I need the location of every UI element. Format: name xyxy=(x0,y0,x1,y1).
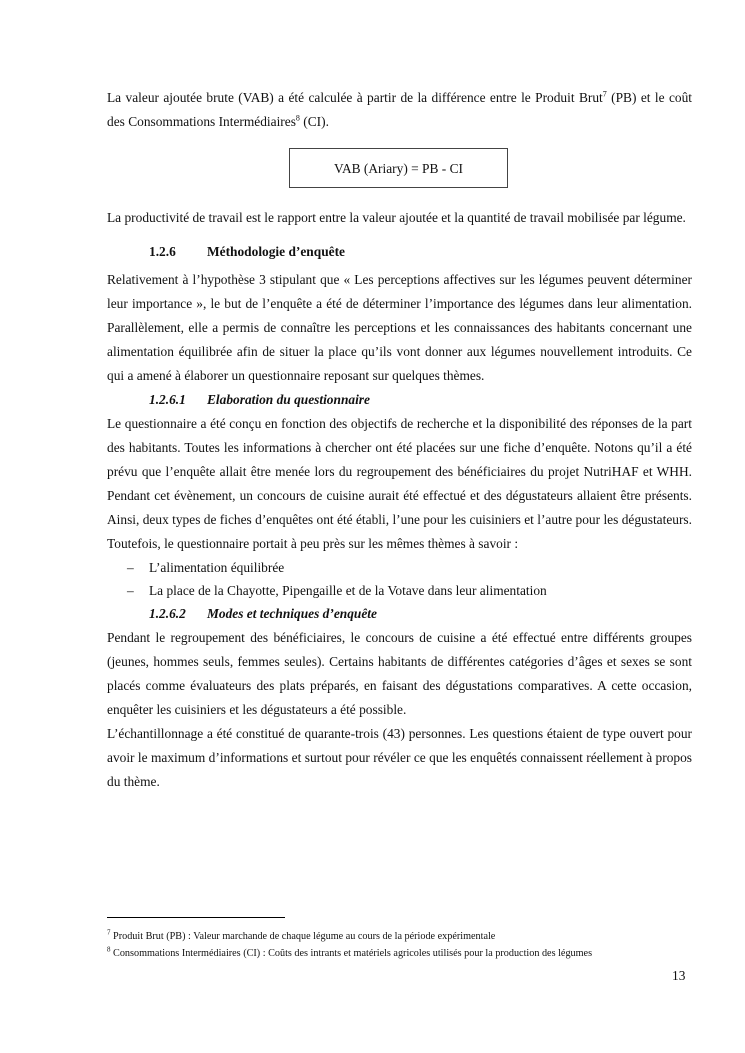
section-title: Elaboration du questionnaire xyxy=(207,392,370,407)
section-heading-1-2-6-1 xyxy=(107,388,692,412)
section-number: 1.2.6.1 xyxy=(149,392,186,407)
dash-bullet: – xyxy=(127,583,134,598)
page-body xyxy=(107,86,692,794)
section-number: 1.2.6 xyxy=(149,244,176,259)
footnote-7: $^7$ Produit Brut (PB) : Valeur marchande de chaque légume au cours de la période expérimentale xyxy=(107,928,496,942)
page-number: 13 xyxy=(672,968,686,983)
vab-definition-paragraph: La valeur ajoutée brute (VAB) a été calculée à partir de la différence entre le Produit Brut$^7$ (PB) et le coût des Consommations Intermédiaires$^8$ (CI). xyxy=(107,89,692,129)
section-title: Méthodologie d’enquête xyxy=(207,244,345,259)
section-heading-1-2-6 xyxy=(107,240,692,264)
sampling-paragraph: L’échantillonnage a été constitué de quarante-trois (43) personnes. Les questions étaient de type ouvert pour avoir le maximum d’informations et surtout pour révéler ce que les enquêtés connaissent réellement à propos du thème. xyxy=(107,726,692,789)
section-heading-1-2-6-2 xyxy=(107,602,692,626)
dash-bullet: – xyxy=(127,560,134,575)
productivity-paragraph: La productivité de travail est le rapport entre la valeur ajoutée et la quantité de travail mobilisée par légume. xyxy=(107,210,686,225)
themes-list xyxy=(107,556,692,602)
footnote-ref-7[interactable]: 7 xyxy=(602,89,607,99)
list-item: – La place de la Chayotte, Pipengaille et de la Votave dans leur alimentation xyxy=(107,579,692,602)
formula-container xyxy=(107,134,692,206)
survey-modes-paragraph: Pendant le regroupement des bénéficiaires, le concours de cuisine a été effectué entre différents groupes (jeunes, hommes seuls, femmes seules). Certains habitants de différentes catégories d’âges et sexes se sont placés comme évaluateurs des plats préparés, en faisant des dégustations comparatives. A cette occasion, enquêter les cuisiniers et les dégustateurs a été possible. xyxy=(107,630,692,717)
section-number: 1.2.6.2 xyxy=(149,606,186,621)
section-title: Modes et techniques d’enquête xyxy=(207,606,377,621)
footnote-8: $^8$ Consommations Intermédiaires (CI) : Coûts des intrants et matériels agricoles utilisés pour la production des légumes xyxy=(107,945,593,959)
questionnaire-paragraph: Le questionnaire a été conçu en fonction des objectifs de recherche et la disponibilité des réponses de la part des habitants. Toutes les informations à chercher ont été placées sur une fiche d’enquête. Notons qu’il a été prévu que l’enquête allait être menée lors du regroupement des bénéficiaires du projet NutriHAF et WHH. Pendant cet évènement, un concours de cuisine aurait été effectué et des dégustateurs allaient être présents. Ainsi, deux types de fiches d’enquêtes ont été établi, l’une pour les cuisiniers et l’autre pour les dégustateurs. Toutefois, le questionnaire portait à peu près sur les mêmes thèmes à savoir : xyxy=(107,416,692,551)
vab-formula-box: VAB (Ariary) = PB - CI xyxy=(289,148,508,188)
footnote-separator xyxy=(107,917,285,918)
footnote-ref-8[interactable]: 8 xyxy=(295,113,300,123)
list-item: – L’alimentation équilibrée xyxy=(107,556,692,579)
footnotes xyxy=(107,928,697,962)
methodology-paragraph: Relativement à l’hypothèse 3 stipulant que « Les perceptions affectives sur les légumes peuvent déterminer leur importance », le but de l’enquête a été de déterminer l’importance des légumes dans leur alimentation. Parallèlement, elle a permis de connaître les perceptions et les connaissances des habitants concernant une alimentation équilibrée afin de situer la place qu’ils vont donner aux légumes nouvellement introduits. Ce qui a amené à élaborer un questionnaire reposant sur quelques thèmes. xyxy=(107,272,692,383)
